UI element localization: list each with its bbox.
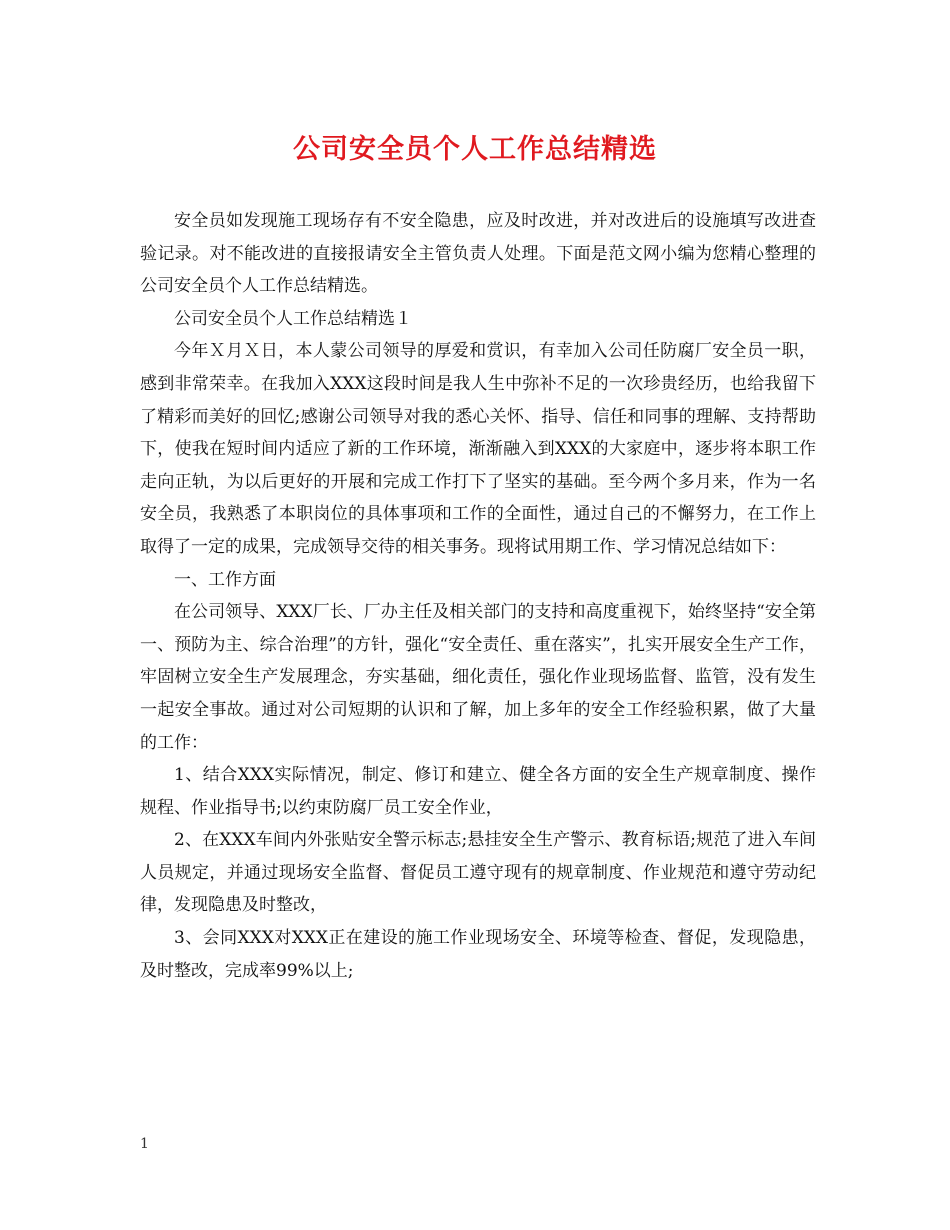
paragraph-body-2: 在公司领导、XXX厂长、厂办主任及相关部门的支持和高度重视下，始终坚持“安全第一、预防为主、综合治理”的方针，强化“安全责任、重在落实”，扎实开展安全生产工作，牢固树立安全生产发展理念，夯实基础，细化责任，强化作业现场监督、监管，没有发生一起安全事故。通过对公司短期的认识和了解，加上多年的安全工作经验积累，做了大量的工作： (140, 602, 816, 753)
document-title: 公司安全员个人工作总结精选 (293, 134, 657, 165)
paragraph-item-3: 3、会同XXX对XXX正在建设的施工作业现场安全、环境等检查、督促，发现隐患，及时整改，完成率99%以上; (140, 928, 816, 981)
paragraph-section-heading: 一、工作方面 (174, 569, 276, 590)
paragraph-item-1: 1、结合XXX实际情况，制定、修订和建立、健全各方面的安全生产规章制度、操作规程、作业指导书;以约束防腐厂员工安全作业， (140, 765, 816, 818)
paragraph-item-2: 2、在XXX车间内外张贴安全警示标志;悬挂安全生产警示、教育标语;规范了进入车间人员规定，并通过现场安全监督、督促员工遵守现有的规章制度、作业规范和遵守劳动纪律，发现隐患及时整改， (140, 830, 816, 916)
paragraph-body-1: 今年Ｘ月Ｘ日，本人蒙公司领导的厚爱和赏识，有幸加入公司任防腐厂安全员一职，感到非常荣幸。在我加入XXX这段时间是我人生中弥补不足的一次珍贵经历，也给我留下了精彩而美好的回忆;感谢公司领导对我的悉心关怀、指导、信任和同事的理解、支持帮助下，使我在短时间内适应了新的工作环境，渐渐融入到XXX的大家庭中，逐步将本职工作走向正轨，为以后更好的开展和完成工作打下了坚实的基础。至今两个多月来，作为一名安全员，我熟悉了本职岗位的具体事项和工作的全面性，通过自己的不懈努力，在工作上取得了一定的成果，完成领导交待的相关事务。现将试用期工作、学习情况总结如下： (140, 341, 816, 557)
page-number: 1 (140, 1136, 149, 1152)
paragraph-intro: 安全员如发现施工现场存有不安全隐患，应及时改进，并对改进后的设施填写改进查验记录。对不能改进的直接报请安全主管负责人处理。下面是范文网小编为您精心整理的公司安全员个人工作总结精选。 (140, 211, 816, 297)
document-body (140, 205, 816, 987)
paragraph-heading-1: 公司安全员个人工作总结精选１ (174, 308, 412, 329)
